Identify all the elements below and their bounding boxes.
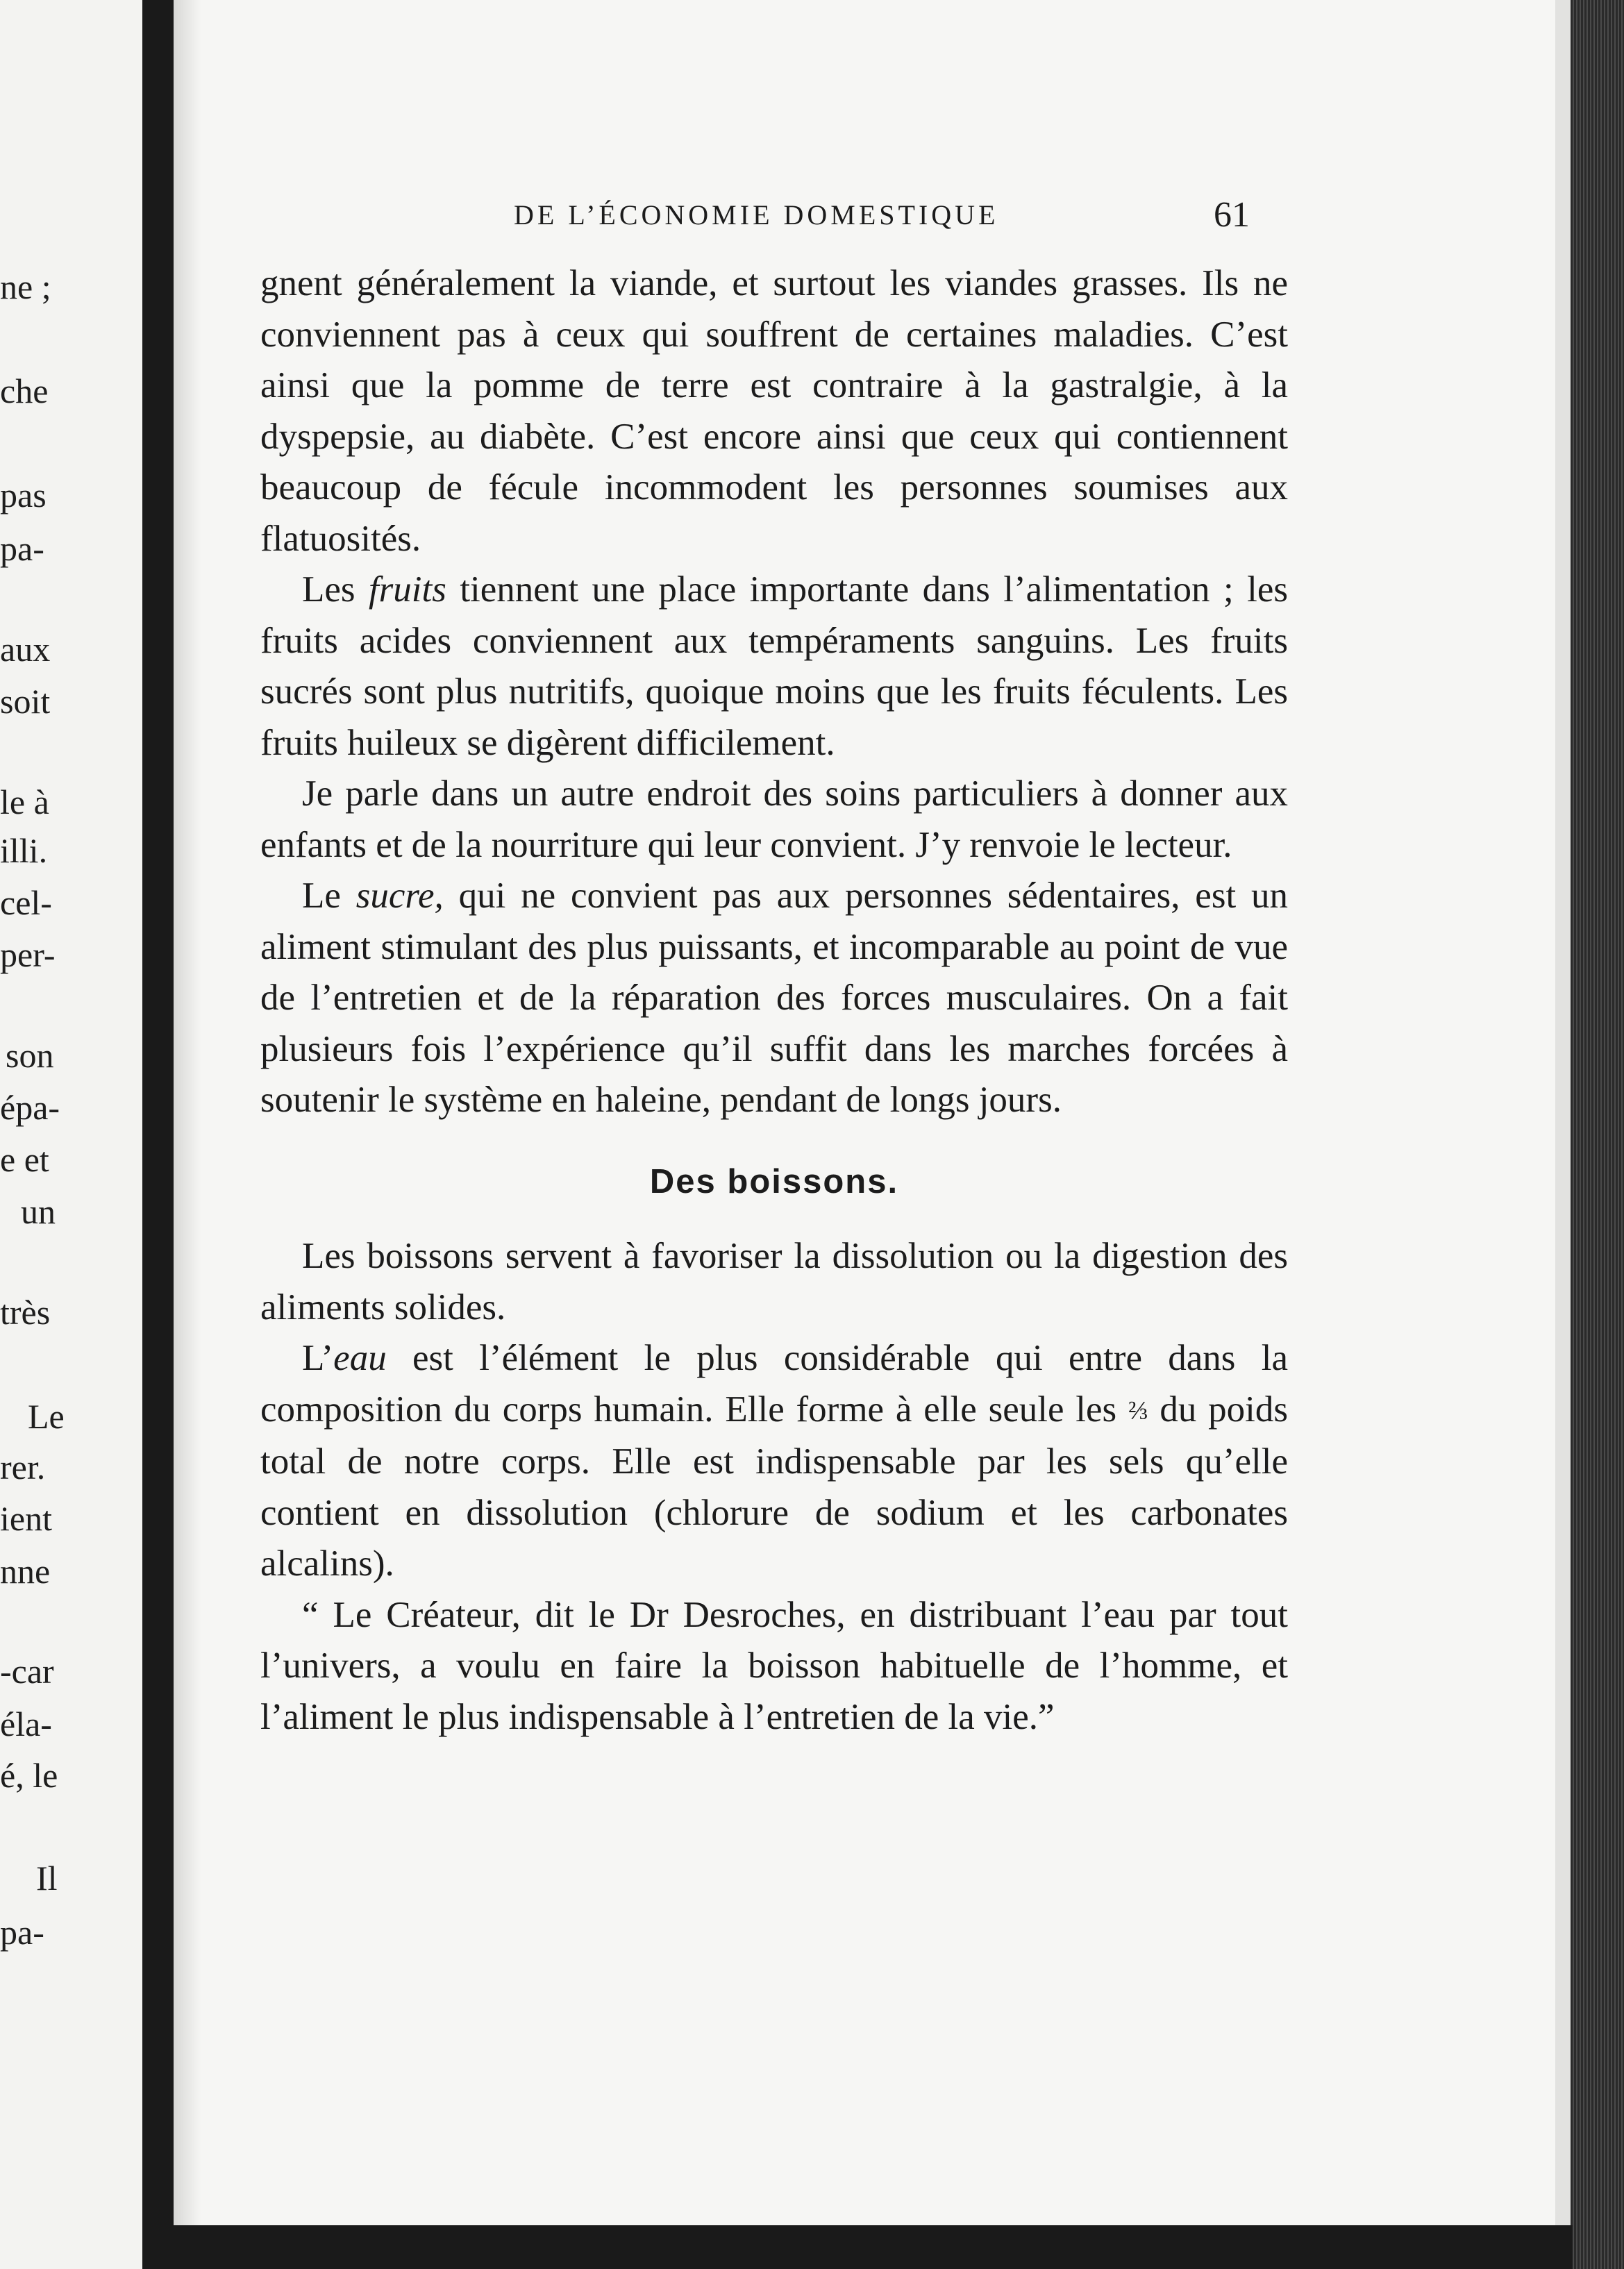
- gutter-shadow: [174, 0, 201, 2269]
- facing-page: [0, 0, 142, 2269]
- paragraph: [260, 871, 1288, 1126]
- paragraph: gnent généralement la viande, et surtout les viandes grasses. Ils ne conviennent pas à ceux qui souffrent de certaines maladies. C’est ainsi que la pomme de terre est contraire à la gastralgie, à la dyspepsie, au diabète. C’est encore ainsi que ceux qui contiennent beaucoup de fécule incommodent les personnes soumises aux flatuosités.: [260, 263, 1288, 559]
- paragraph: Les boissons servent à favoriser la dissolution ou la digestion des aliments solides.: [260, 1236, 1288, 1328]
- page-edge-light: [1555, 0, 1571, 2269]
- facing-fragment: nne: [0, 1552, 51, 1591]
- paragraph-text: Le: [302, 876, 356, 916]
- paragraph-text: est l’élément le plus considérable qui entre dans la composition du corps humain. Elle forme à elle seule les: [260, 1338, 1288, 1430]
- facing-fragment: ient: [0, 1499, 52, 1538]
- facing-fragment: é, le: [0, 1756, 58, 1795]
- paragraph-text: du poids total de notre corps. Elle est indispensable par les sels qu’elle contient en dissolution (chlorure de sodium et les carbonates alcalins).: [260, 1389, 1288, 1584]
- paragraph-text: Les: [302, 569, 369, 610]
- scan-bottom-edge: [142, 2225, 1573, 2269]
- facing-fragment: le à: [0, 782, 49, 821]
- paragraph: Je parle dans un autre endroit des soins particuliers à donner aux enfants et de la nourriture qui leur convient. J’y renvoie le lecteur.: [260, 773, 1288, 865]
- page-body: [260, 258, 1288, 1743]
- paragraph-text: qui ne convient pas aux personnes sédentaires, est un aliment stimulant des plus puissants, et incomparable au point de vue de l’entretien et de la réparation des forces musculaires. On a fait plusieurs fois l’expérience qu’il suffit dans les marches forcées à soutenir le système en haleine, pendant de longs jours.: [260, 876, 1288, 1120]
- page-number: 61: [1214, 195, 1250, 235]
- facing-fragment: éla-: [0, 1705, 52, 1743]
- facing-fragment: Il: [36, 1859, 58, 1898]
- facing-fragment: aux: [0, 630, 51, 669]
- quotation: “ Le Créateur, dit le Dr Desroches, en distribuant l’eau par tout l’univers, a voulu en faire la boisson habituelle de l’homme, et l’aliment le plus indispensable à l’entretien de la vie.”: [260, 1594, 1288, 1737]
- facing-fragment: Le: [28, 1397, 65, 1436]
- facing-fragment: cel-: [0, 883, 52, 922]
- emphasis: fruits: [368, 569, 446, 610]
- paragraph: [260, 564, 1288, 769]
- emphasis: eau: [333, 1338, 387, 1378]
- facing-fragment: un: [21, 1192, 56, 1231]
- facing-fragment: che: [0, 371, 49, 410]
- section-heading: Des boissons.: [649, 1162, 899, 1200]
- page-stack-edge: [1571, 0, 1624, 2269]
- facing-fragment: per-: [0, 935, 56, 974]
- book-gutter: [142, 0, 174, 2269]
- facing-fragment: ne ;: [0, 267, 51, 306]
- running-title: DE L’ÉCONOMIE DOMESTIQUE: [514, 199, 999, 231]
- facing-fragment: pa-: [0, 529, 44, 568]
- paragraph-text: tiennent une place importante dans l’alimentation ; les fruits acides conviennent aux tempéraments sanguins. Les fruits sucrés sont plus nutritifs, quoique moins que les fruits féculents. Les fruits huileux se digèrent difficilement.: [260, 569, 1288, 763]
- facing-fragment: rer.: [0, 1448, 46, 1487]
- facing-fragment: e et: [0, 1140, 49, 1179]
- facing-fragment: épa-: [0, 1088, 60, 1127]
- facing-fragment: pas: [0, 476, 47, 514]
- facing-fragment: illi.: [0, 831, 48, 870]
- paragraph-text: L’: [302, 1338, 334, 1378]
- paragraph: [260, 1333, 1288, 1590]
- facing-fragment: très: [0, 1293, 51, 1332]
- facing-fragment: -car: [0, 1652, 54, 1691]
- facing-fragment: son: [6, 1036, 54, 1075]
- emphasis: sucre,: [355, 876, 444, 916]
- fraction: ⅔: [1128, 1396, 1148, 1425]
- facing-fragment: pa-: [0, 1913, 44, 1952]
- facing-fragment: soit: [0, 682, 51, 721]
